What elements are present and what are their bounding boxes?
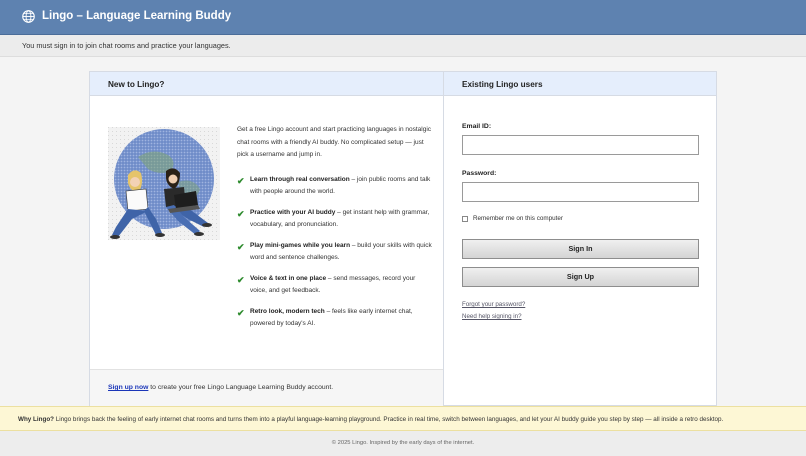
need-help-link[interactable]: Need help signing in? xyxy=(462,313,522,320)
forgot-password-link[interactable]: Forgot your password? xyxy=(462,301,526,308)
checkmark-icon: ✔ xyxy=(237,308,245,318)
feature-title: Play mini-games while you learn xyxy=(250,242,351,249)
feature-title: Practice with your AI buddy xyxy=(250,209,336,216)
checkmark-icon: ✔ xyxy=(237,275,245,285)
app-header xyxy=(0,0,806,35)
notice-text: You must sign in to join chat rooms and practice your languages. xyxy=(22,41,231,50)
sign-in-notice xyxy=(0,35,806,57)
sign-in-button[interactable]: Sign In xyxy=(462,239,699,259)
app-title: Lingo – Language Learning Buddy xyxy=(42,10,232,22)
feature-title: Retro look, modern tech xyxy=(250,308,325,315)
why-lingo-label: Why Lingo? xyxy=(18,416,55,423)
signup-prompt xyxy=(108,384,333,391)
globe-icon xyxy=(22,10,35,23)
new-users-heading: New to Lingo? xyxy=(108,80,165,89)
existing-users-heading: Existing Lingo users xyxy=(462,80,543,89)
feature-text: – build your skills with quick word and sentence challenges. xyxy=(250,242,432,261)
password-field[interactable] xyxy=(462,182,699,202)
footer xyxy=(0,431,806,456)
signup-strip xyxy=(90,369,444,406)
existing-users-header xyxy=(444,72,716,96)
new-users-header xyxy=(90,72,444,96)
new-users-panel xyxy=(89,71,444,406)
email-label: Email ID: xyxy=(462,123,492,130)
why-lingo-text xyxy=(18,416,723,423)
feature-title: Learn through real conversation xyxy=(250,176,350,183)
hero-illustration xyxy=(108,127,220,240)
feature-text: – send messages, record your voice, and get feedback. xyxy=(250,275,416,294)
email-field[interactable] xyxy=(462,135,699,155)
intro-text: Get a free Lingo account and start practicing languages in nostalgic chat rooms with a friendly AI buddy. No complicated setup — just pick a username and jump in. xyxy=(237,126,432,158)
feature-title: Voice & text in one place xyxy=(250,275,327,282)
sign-up-now-link[interactable]: Sign up now xyxy=(108,384,149,391)
checkmark-icon: ✔ xyxy=(237,176,245,186)
signup-prompt-text: to create your free Lingo Language Learning Buddy account. xyxy=(148,384,334,391)
existing-users-panel xyxy=(443,71,717,406)
feature-text: – join public rooms and talk with people around the world. xyxy=(250,176,431,195)
password-label: Password: xyxy=(462,170,497,177)
why-lingo-description: Lingo brings back the feeling of early internet chat rooms and turns them into a playful language-learning playground. Practice in real time, switch between languages, and let your AI buddy guide you step by step — all inside a retro desktop. xyxy=(54,416,724,423)
sign-up-button[interactable]: Sign Up xyxy=(462,267,699,287)
feature-text: – get instant help with grammar, vocabulary, and pronunciation. xyxy=(250,209,430,228)
remember-me-label: Remember me on this computer xyxy=(473,215,563,222)
checkmark-icon: ✔ xyxy=(237,209,245,219)
feature-text: – feels like early internet chat, powered by today's AI. xyxy=(250,308,413,327)
footer-text: © 2025 Lingo. Inspired by the early days of the internet. xyxy=(331,440,475,446)
why-lingo-banner xyxy=(0,406,806,431)
remember-me-checkbox[interactable] xyxy=(462,216,468,222)
checkmark-icon: ✔ xyxy=(237,242,245,252)
